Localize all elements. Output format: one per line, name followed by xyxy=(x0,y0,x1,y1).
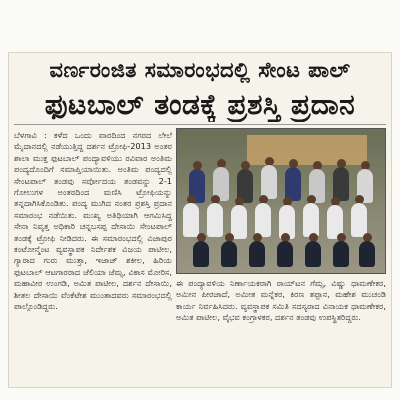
player-figure xyxy=(285,167,301,201)
player-figure xyxy=(183,203,199,237)
article-right-column xyxy=(176,278,386,382)
player-figure xyxy=(249,241,265,267)
player-figure xyxy=(255,203,271,237)
player-figure xyxy=(351,203,367,237)
article-right-text: ಈ ಪಂದ್ಯಾವಳಿಯ ನಿರ್ಣಾಯಕರಾಗಿ ರಾಯ್‌ಟನ ಗೆಮ್ಸ, ವಿಷ್ಣು ಧಾಮಣೇಕರ, ಅಮೀನ ಪೀರಜಾದೆ, ಅಮೀತ ಮನ್ನೆಕರ, ಕಿರಣ ತಪ್ಪಾನ, ಮಹೇಶ ಮುಚಂಡಿ ಕಾರ್ಯ ನಿರ್ವಹಿಸಿದರು. ವ್ಯವಸ್ಥಾಪಕ ಸಮಿತಿ ಸದಸ್ಯರಾದ ವಿನಾಯಕ ಧಾಮಣೇಕರ, ಅಮಿತ ಪಾಟೀಲ, ವೈಭವ ಕಂಗ್ರಾಳಕರ, ದರ್ಶನ ತಂಡವು ಉಪಸ್ಥಿತರಿದ್ದರು. xyxy=(176,278,386,323)
headline-line-2: ಫುಟಬಾಲ್ ತಂಡಕ್ಕೆ ಪ್ರಶಸ್ತಿ ಪ್ರದಾನ xyxy=(44,88,356,121)
player-figure xyxy=(193,241,209,267)
player-figure xyxy=(303,203,319,237)
team-photo xyxy=(176,128,386,274)
headline-line-1: ವರ್ಣರಂಜಿತ ಸಮಾರಂಭದಲ್ಲಿ ಸೇಂಟ ಪಾಲ್ xyxy=(49,58,351,82)
article-left-column xyxy=(14,130,172,382)
headline-divider xyxy=(14,124,386,125)
player-figure xyxy=(305,241,321,267)
player-figure xyxy=(221,241,237,267)
player-figure xyxy=(261,165,277,199)
player-figure xyxy=(277,241,293,267)
player-figure xyxy=(359,241,375,267)
player-figure xyxy=(333,241,349,267)
player-figure xyxy=(207,203,223,237)
player-figure xyxy=(333,167,349,201)
article-left-text: ಬೆಳಗಾವಿ : ಕಳೆದ ಒಂದು ವಾರದಿಂದ ನಗರದ ಲೇಲೆ ಮೈದಾನದಲ್ಲಿ ನಡೆಯುತ್ತಿದ್ದ ದರ್ಶನ ಟ್ರೋಫಿ-2013 ಅಂತರ ಶಾಲಾ ಮುಕ್ತ ಫುಟಬಾಲ್ ಪಂದ್ಯಾವಳಿಯು ರವಿವಾರ ಅಂತಿಮ ಪಂದ್ಯದೊಂದಿಗೆ ಸಮಾಪ್ತಿಯಾಯಿತು. ಅಂತಿಮ ಪಂದ್ಯದಲ್ಲಿ ಸೇಂಟಪಾಲ್ ತಂಡವು ಸರ್ವೋದಯ ತಂಡವನ್ನು 2-1 ಗೋಲುಗಳ ಅಂತರದಿಂದ ಮಣಿಸಿ ಟ್ರೋಫಿಯನ್ನು ತನ್ನದಾಗಿಸಿಕೊಂಡಿತು. ಪಂದ್ಯ ಮುಗಿದ ನಂತರ ಪ್ರಶಸ್ತಿ ಪ್ರದಾನ ಸಮಾರಂಭ ನಡೆಯಿತು. ಮುಖ್ಯ ಅತಿಥಿಯಾಗಿ ಆಗಮಿಸಿದ್ದ ಸೇನಾ ನಿವೃತ್ತ ಅಧಿಕಾರಿ ಚನ್ನಬಸಪ್ಪ ದೇಸಾಯಿ ಸೇಂಟಪಾಲ್ ತಂಡಕ್ಕೆ ಟ್ರೋಫಿ ನೀಡಿದರು. ಈ ಸಮಾರಂಭದಲ್ಲಿ ವಿಜಾಪುರ ಕಂಟೋನ್ಮೆಂಟ ವ್ಯವಸ್ಥಾಪಕ ನಿರ್ದೇಶಕ ವಿಜಯ ಪಾಟೀಲ, ಗ್ಯಾರಾದ ಗುರು ಮುತ್ತಾ, ಇಜಾಜ್ ಶಕೀಲ, ಹಿರಿಯ ಫುಟಬಾಲ್ ಆಟಗಾರರಾದ ಜೆಲಿಯಾ ಜೆಮ್ಸ, ವಿಕಾಸ ಮೋರಿಸ, ಮಹಾವೀರ ಉಂಗಡಿ, ಅಮಿತ ಪಾಟೀಲ, ದರ್ಶನ ದೇಸಾಯಿ, ಶೀತಲ ದೇಸಾಯಿ ವೆಂಕೆಟೇಶ ಮುಂತಾದವರು ಸಮಾರಂಭದಲ್ಲಿ ಪಾಲ್ಗೊಂಡಿದ್ದರು. xyxy=(14,130,172,312)
player-figure xyxy=(231,205,247,239)
